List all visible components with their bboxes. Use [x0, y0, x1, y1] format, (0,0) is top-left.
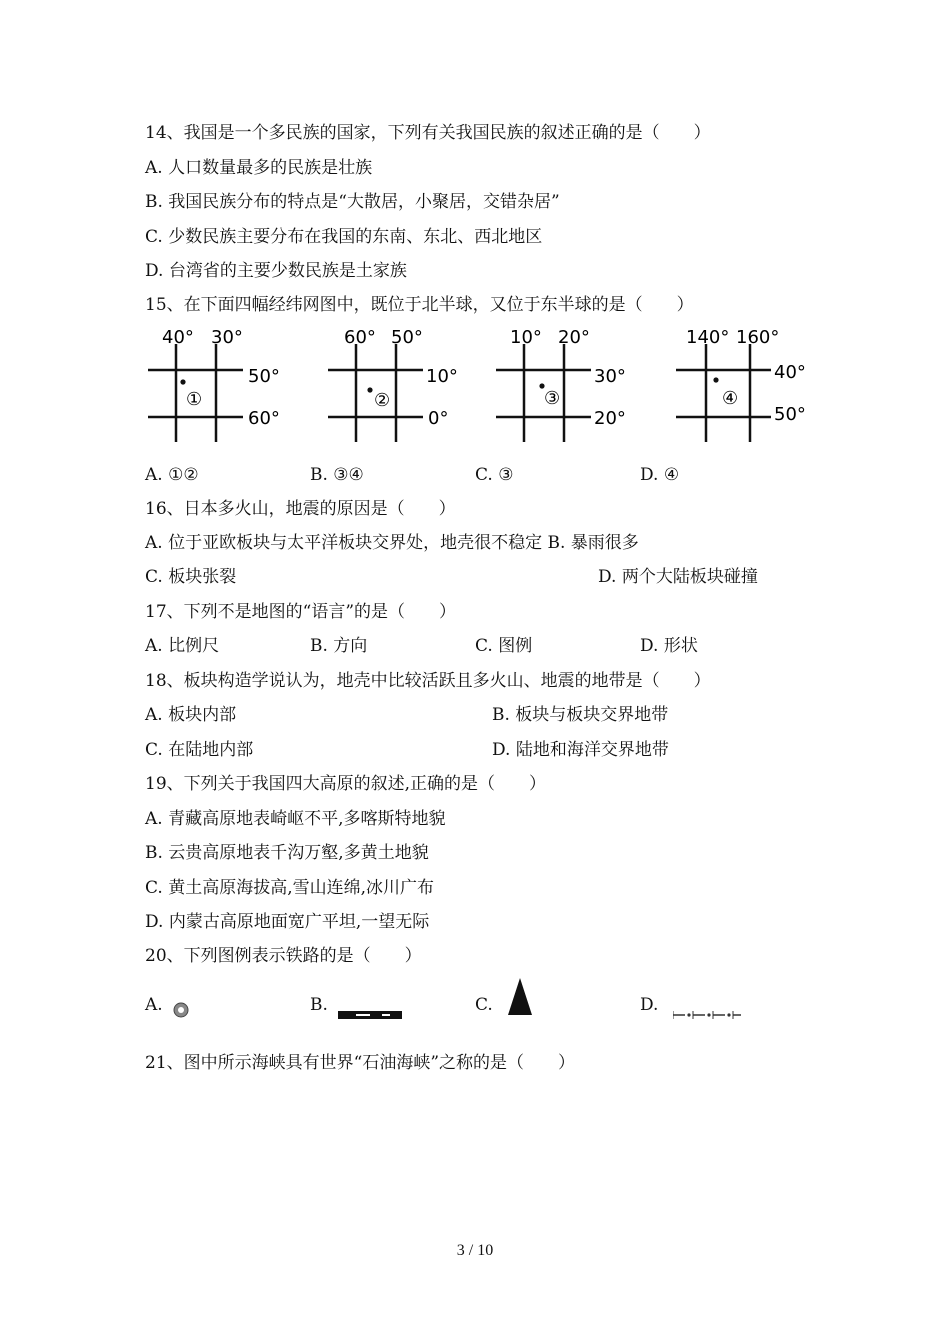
q15-option-c: C. ③: [475, 465, 514, 485]
q19-option-c: C. 黄土高原海拔高,雪山连绵,冰川广布: [145, 878, 435, 898]
lat-lon-grid-3: [496, 322, 636, 446]
q14-option-d: D. 台湾省的主要少数民族是土家族: [145, 261, 407, 281]
grid-4-marker: ④: [722, 388, 739, 409]
lat-lon-grid-1: [148, 322, 288, 446]
grid-2-top-right-label: 50°: [391, 327, 423, 348]
lat-lon-grid-2: [328, 322, 468, 446]
q16-option-ab: A. 位于亚欧板块与太平洋板块交界处，地壳很不稳定 B. 暴雨很多: [145, 533, 639, 553]
mountain-peak-icon: [507, 978, 533, 1020]
grid-2-top-left-label: 60°: [344, 327, 376, 348]
grid-1-right-top-label: 50°: [248, 366, 280, 387]
q20-option-a: A.: [145, 995, 163, 1015]
q18-option-b: B. 板块与板块交界地带: [492, 705, 669, 725]
lat-lon-grid-4: [676, 322, 816, 446]
q18-stem: 18、板块构造学说认为，地壳中比较活跃且多火山、地震的地带是（ ）: [145, 671, 711, 691]
q15-option-d: D. ④: [640, 465, 680, 485]
q15-option-a: A. ①②: [145, 465, 199, 485]
q18-option-c: C. 在陆地内部: [145, 740, 254, 760]
boundary-line-icon: [673, 1005, 741, 1024]
grid-2-marker: ②: [374, 390, 391, 411]
q14-option-c: C. 少数民族主要分布在我国的东南、东北、西北地区: [145, 227, 543, 247]
q16-option-c: C. 板块张裂: [145, 567, 237, 587]
grid-4-top-right-label: 160°: [736, 327, 780, 348]
q21-stem: 21、图中所示海峡具有世界“石油海峡”之称的是（ ）: [145, 1053, 576, 1073]
q19-option-d: D. 内蒙古高原地面宽广平坦,一望无际: [145, 912, 430, 932]
railway-symbol-icon: [338, 1005, 402, 1024]
grid-2-right-top-label: 10°: [426, 366, 458, 387]
q20-option-b: B.: [310, 995, 328, 1015]
q14-stem: 14、我国是一个多民族的国家，下列有关我国民族的叙述正确的是（ ）: [145, 123, 711, 143]
grid-4-right-bottom-label: 50°: [774, 404, 806, 425]
q16-stem: 16、日本多火山，地震的原因是（ ）: [145, 499, 456, 519]
q15-stem: 15、在下面四幅经纬网图中，既位于北半球，又位于东半球的是（ ）: [145, 295, 694, 315]
grid-4-right-top-label: 40°: [774, 362, 806, 383]
q17-option-b: B. 方向: [310, 636, 368, 656]
q17-option-c: C. 图例: [475, 636, 533, 656]
q14-option-b: B. 我国民族分布的特点是“大散居，小聚居，交错杂居”: [145, 192, 560, 212]
grid-3-right-top-label: 30°: [594, 366, 626, 387]
q18-option-d: D. 陆地和海洋交界地带: [492, 740, 669, 760]
grid-1-marker: ①: [186, 389, 203, 410]
q19-stem: 19、下列关于我国四大高原的叙述,正确的是（ ）: [145, 774, 547, 794]
q17-stem: 17、下列不是地图的“语言”的是（ ）: [145, 602, 457, 622]
q14-option-a: A. 人口数量最多的民族是壮族: [145, 158, 373, 178]
city-symbol-icon: [172, 1001, 190, 1023]
grid-3-marker: ③: [544, 388, 561, 409]
q20-option-d: D.: [640, 995, 659, 1015]
grid-3-right-bottom-label: 20°: [594, 408, 626, 429]
grid-1-right-bottom-label: 60°: [248, 408, 280, 429]
grid-1-top-left-label: 40°: [162, 327, 194, 348]
q19-option-a: A. 青藏高原地表崎岖不平,多喀斯特地貌: [145, 809, 446, 829]
grid-3-top-left-label: 10°: [510, 327, 542, 348]
q18-option-a: A. 板块内部: [145, 705, 237, 725]
grid-3-top-right-label: 20°: [558, 327, 590, 348]
q16-option-d: D. 两个大陆板块碰撞: [598, 567, 758, 587]
q15-option-b: B. ③④: [310, 465, 364, 485]
q20-stem: 20、下列图例表示铁路的是（ ）: [145, 946, 422, 966]
q19-option-b: B. 云贵高原地表千沟万壑,多黄土地貌: [145, 843, 429, 863]
q20-option-c: C.: [475, 995, 493, 1015]
q17-option-a: A. 比例尺: [145, 636, 220, 656]
page-number: 3 / 10: [456, 1242, 494, 1259]
q17-option-d: D. 形状: [640, 636, 698, 656]
grid-1-top-right-label: 30°: [211, 327, 243, 348]
grid-2-right-bottom-label: 0°: [428, 408, 449, 429]
grid-4-top-left-label: 140°: [686, 327, 730, 348]
